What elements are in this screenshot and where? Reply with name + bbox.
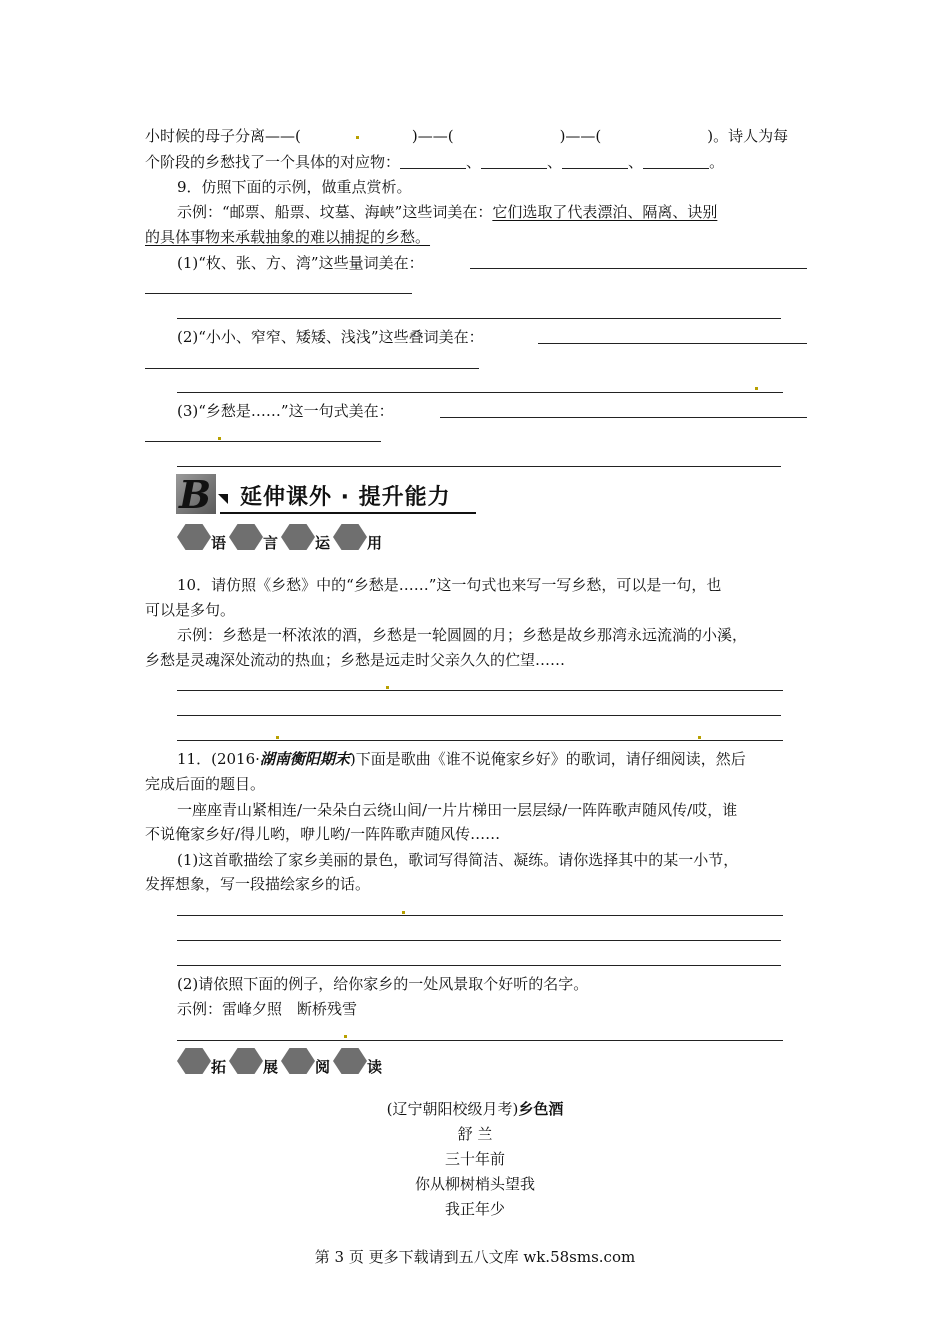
- heading-extended-reading: 拓 展 阅 读: [177, 1048, 397, 1078]
- reading-heading: (辽宁朝阳校级月考)乡色酒: [386, 1100, 564, 1118]
- answer-blank[interactable]: [562, 154, 628, 169]
- q9-part-2: (2)“小小、窄窄、矮矮、浅浅”这些叠词美在：: [177, 328, 484, 346]
- hexagon-icon: [281, 524, 315, 550]
- mark-dot: [276, 736, 279, 739]
- q11-part-1b: 发挥想象，写一段描绘家乡的话。: [145, 875, 371, 893]
- q11-line-2: 完成后面的题目。: [145, 775, 266, 793]
- q11-part-2: (2)请依照下面的例子，给你家乡的一处风景取个好听的名字。: [177, 975, 589, 993]
- poem-line: 我正年少: [444, 1200, 505, 1218]
- q11-lyric-2: 不说俺家乡好/得儿哟，咿儿哟/一阵阵歌声随风传……: [145, 825, 501, 843]
- q8-line-2: 个阶段的乡愁找了一个具体的对应物： 、 、 、 。: [145, 153, 725, 171]
- q9-example: 示例：“邮票、船票、坟墓、海峡”这些词美在：它们选取了代表漂泊、隔离、诀别: [177, 203, 718, 221]
- reading-author: 舒 兰: [457, 1125, 493, 1143]
- answer-line[interactable]: [145, 441, 381, 442]
- q11-line-1: 11．(2016·湖南衡阳期末)下面是歌曲《谁不说俺家乡好》的歌词，请仔细阅读，然后: [177, 750, 746, 768]
- answer-line[interactable]: [440, 417, 807, 418]
- q8-line-1: 小时候的母子分离——( )——( )——( )。诗人为每: [145, 127, 789, 145]
- hexagon-icon: [229, 524, 263, 550]
- q11-part-1a: (1)这首歌描绘了家乡美丽的景色，歌词写得简洁、凝练。请你选择其中的某一小节，: [177, 851, 739, 869]
- answer-line[interactable]: [177, 715, 781, 716]
- divider: [220, 512, 476, 514]
- answer-line[interactable]: [145, 293, 412, 294]
- section-b-banner: [176, 474, 476, 516]
- section-title: 延伸课外 · 提升能力: [240, 485, 451, 510]
- hexagon-icon: [281, 1048, 315, 1074]
- answer-line[interactable]: [470, 268, 807, 269]
- hexagon-icon: [177, 524, 211, 550]
- answer-line[interactable]: [177, 940, 781, 941]
- mark-dot: [386, 686, 389, 689]
- answer-line[interactable]: [145, 368, 479, 369]
- page-footer: 第 3 页 更多下载请到五八文库 wk.58sms.com: [314, 1248, 636, 1266]
- answer-line[interactable]: [177, 318, 781, 319]
- q11-part-2-example: 示例：雷峰夕照 断桥残雪: [177, 1000, 358, 1018]
- answer-line[interactable]: [177, 1040, 783, 1041]
- q9-part-1: (1)“枚、张、方、湾”这些量词美在：: [177, 254, 424, 272]
- answer-line[interactable]: [177, 690, 783, 691]
- hexagon-icon: [333, 1048, 367, 1074]
- mark-dot: [755, 387, 758, 390]
- q10-line-1: 10．请仿照《乡愁》中的“乡愁是……”这一句式也来写一写乡愁，可以是一句，也: [177, 576, 722, 594]
- triangle-icon: [218, 494, 228, 504]
- hexagon-icon: [229, 1048, 263, 1074]
- answer-blank[interactable]: [400, 154, 466, 169]
- answer-line[interactable]: [177, 915, 783, 916]
- q10-example-1: 示例：乡愁是一杯浓浓的酒，乡愁是一轮圆圆的月；乡愁是故乡那湾永远流淌的小溪，: [177, 626, 748, 644]
- q9-title: 9．仿照下面的示例，做重点赏析。: [177, 178, 412, 196]
- q10-example-2: 乡愁是灵魂深处流动的热血；乡愁是远走时父亲久久的伫望……: [145, 651, 566, 669]
- mark-dot: [698, 736, 701, 739]
- answer-line[interactable]: [177, 965, 781, 966]
- answer-line[interactable]: [538, 343, 807, 344]
- answer-line[interactable]: [177, 466, 781, 467]
- q9-example-cont: 的具体事物来承载抽象的难以捕捉的乡愁。: [145, 228, 431, 246]
- poem-line: 你从柳树梢头望我: [414, 1175, 535, 1193]
- answer-line[interactable]: [177, 740, 783, 741]
- hexagon-icon: [177, 1048, 211, 1074]
- q11-lyric-1: 一座座青山紧相连/一朵朵白云绕山间/一片片梯田一层层绿/一阵阵歌声随风传/哎，谁: [177, 801, 738, 819]
- answer-blank[interactable]: [643, 154, 709, 169]
- heading-language-use: 语 言 运 用: [177, 524, 397, 554]
- mark-dot: [344, 1035, 347, 1038]
- mark-dot: [402, 911, 405, 914]
- poem-line: 三十年前: [444, 1150, 505, 1168]
- mark-dot: [218, 437, 221, 440]
- section-letter: B: [179, 472, 212, 517]
- answer-line[interactable]: [177, 392, 783, 393]
- q10-line-2: 可以是多句。: [145, 601, 236, 619]
- answer-blank[interactable]: [481, 154, 547, 169]
- q9-part-3: (3)“乡愁是……”这一句式美在：: [177, 402, 394, 420]
- hexagon-icon: [333, 524, 367, 550]
